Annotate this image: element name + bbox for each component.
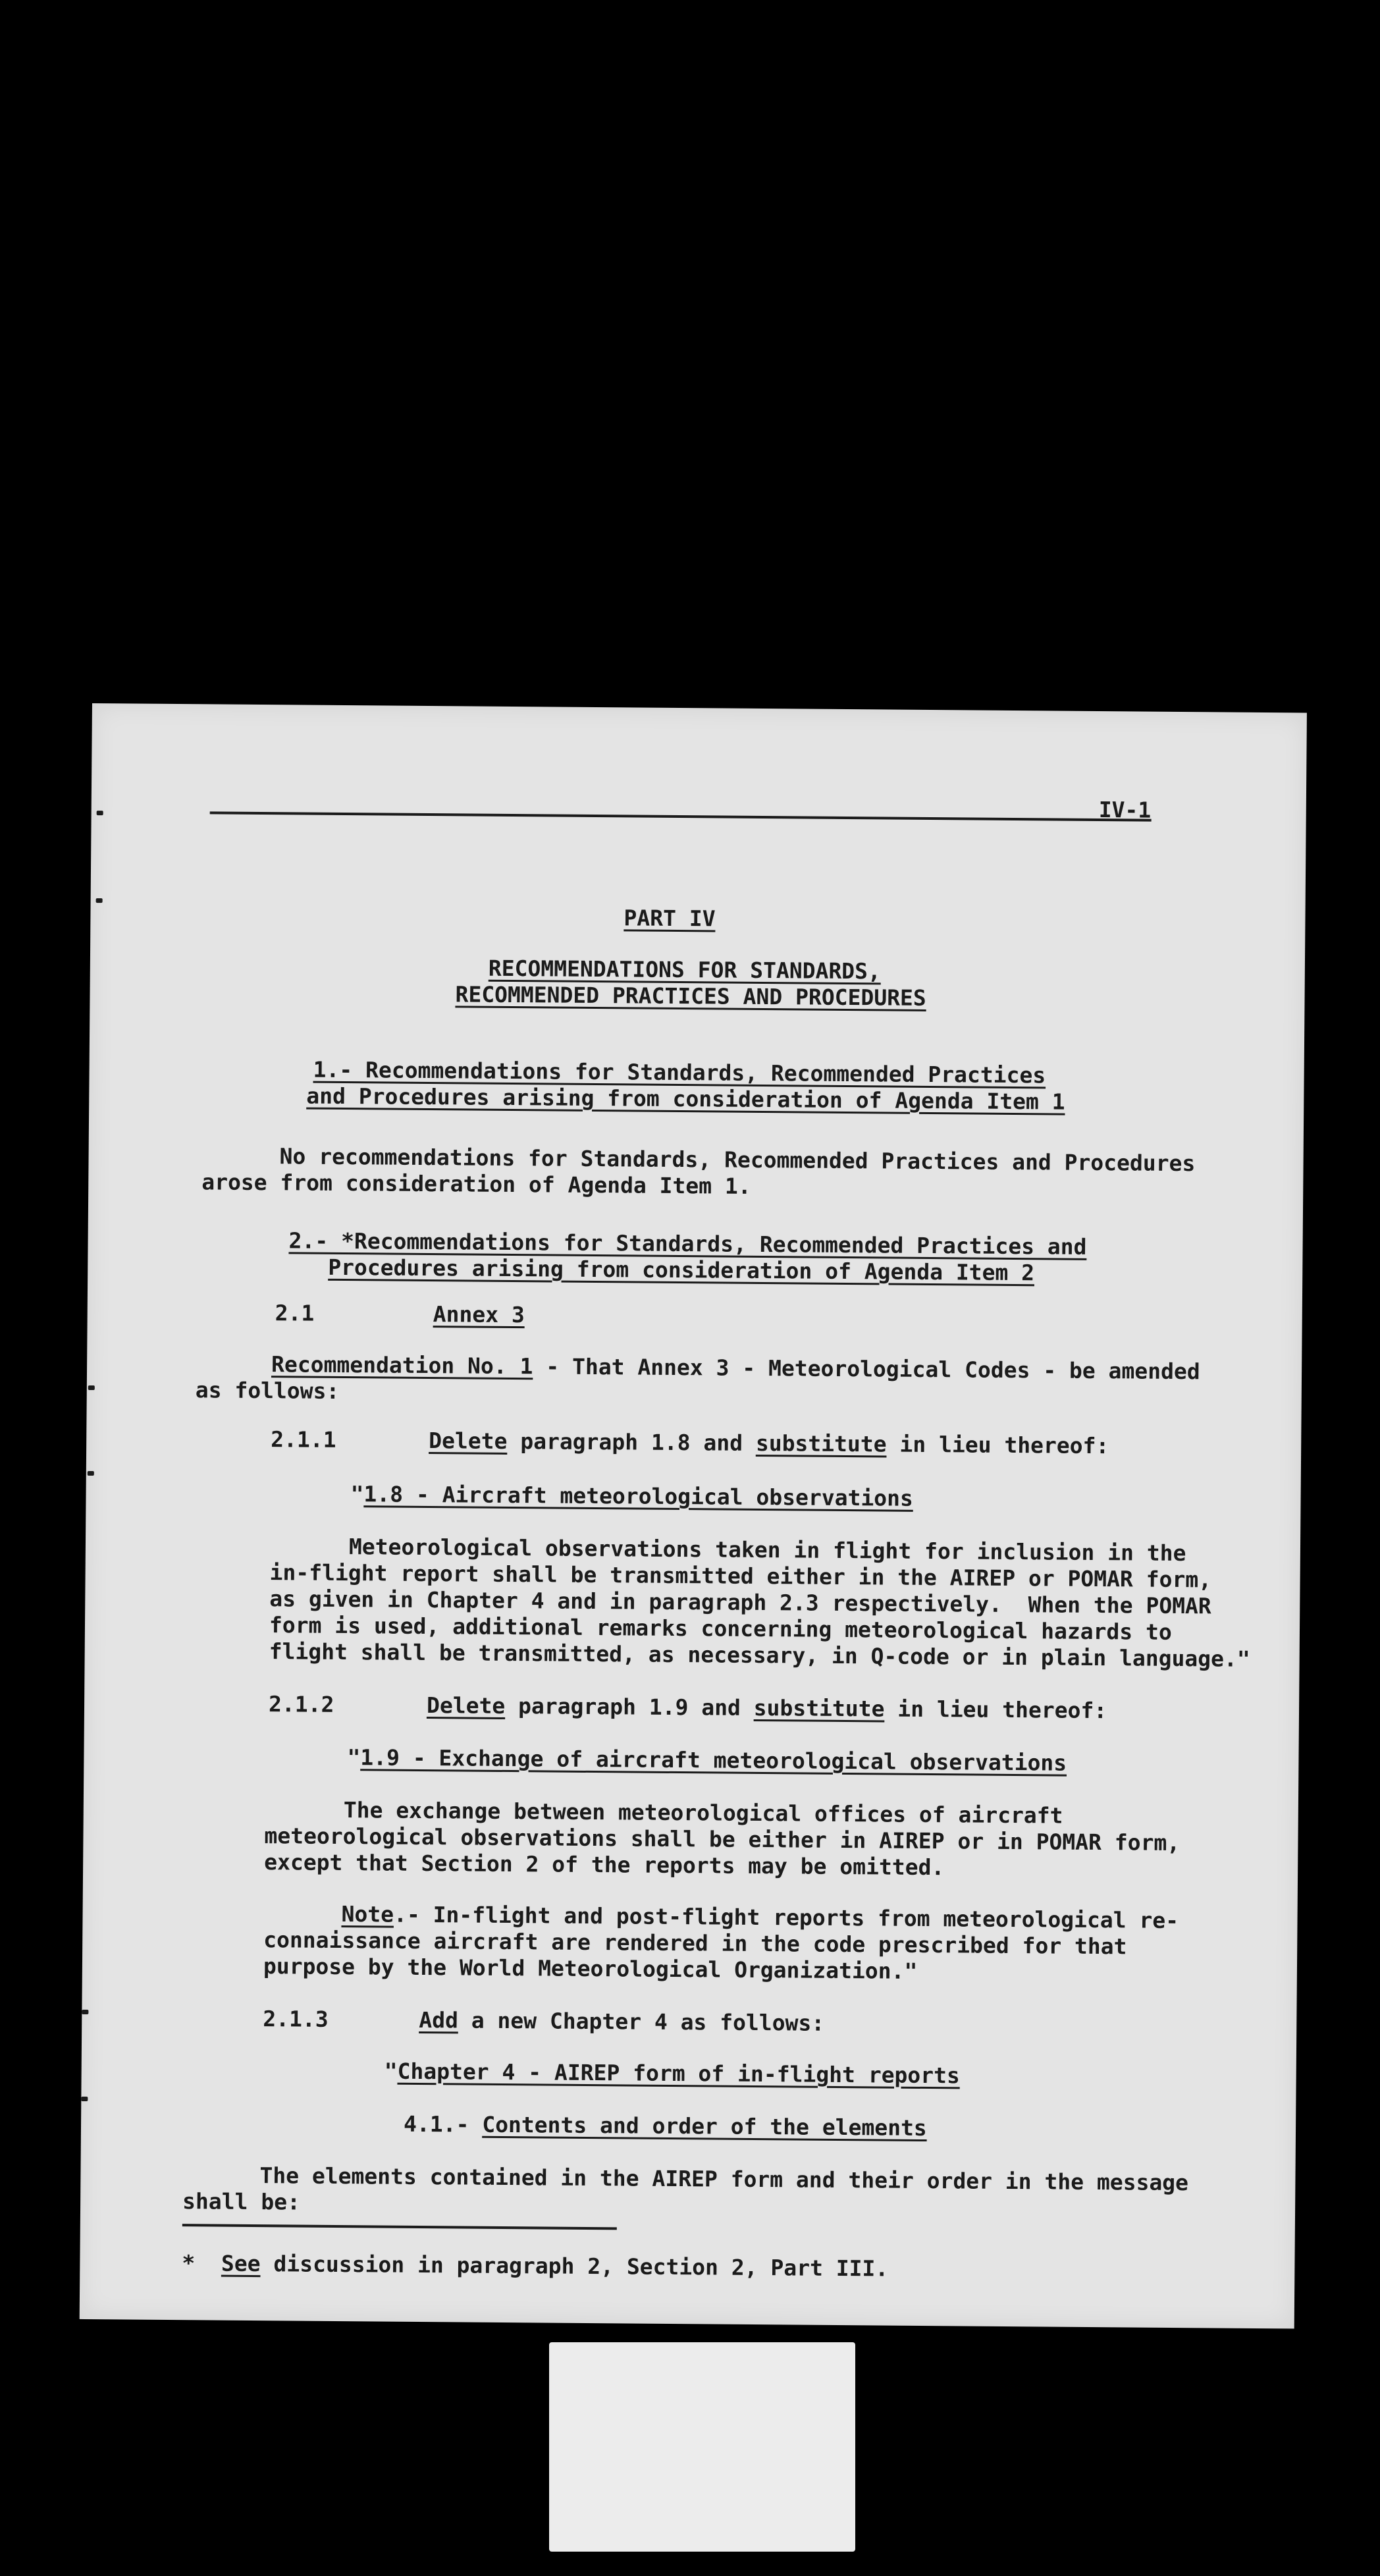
note-text: .- In-flight and post-flight reports from meteorological re-: [393, 1901, 1179, 1934]
page-number: IV-1: [1098, 797, 1152, 823]
item-2-1-1-instruction: [429, 1428, 1109, 1459]
footnote-star: *: [182, 2250, 196, 2276]
annex-number: 2.1: [275, 1300, 315, 1326]
item-2-1-1-para-line1: Meteorological observations taken in flight for inclusion in the: [348, 1534, 1186, 1567]
subsection-title: Contents and order of the elements: [482, 2111, 927, 2141]
main-heading-line1: RECOMMENDATIONS FOR STANDARDS,: [488, 955, 882, 984]
item-2-1-1-para-line3: as given in Chapter 4 and in paragraph 2.3 respectively. When the POMAR: [269, 1586, 1211, 1619]
chapter-title-text: Chapter 4 - AIREP form of in-flight reports: [397, 2058, 961, 2089]
open-quote: ": [350, 1481, 364, 1507]
open-quote: ": [384, 2058, 398, 2084]
section1-para-line2: arose from consideration of Agenda Item 1.: [201, 1169, 751, 1199]
document-page: [80, 703, 1307, 2328]
add-word: Add: [419, 2006, 459, 2033]
instruction-end: in lieu thereof:: [884, 1696, 1107, 1724]
footnote-see: See: [221, 2250, 261, 2277]
substitute-word: substitute: [755, 1430, 887, 1457]
blank-label-card: [549, 2342, 855, 2552]
item-2-1-1-title: [350, 1481, 913, 1512]
item-2-1-1-number: 2.1.1: [271, 1426, 336, 1453]
annex-title: Annex 3: [433, 1301, 525, 1328]
instruction-end: in lieu thereof:: [886, 1431, 1109, 1459]
item-2-1-3-para-line1: The elements contained in the AIREP form and their order in the message: [259, 2162, 1189, 2196]
recommendation-line2: as follows:: [195, 1377, 340, 1404]
item-2-1-2-title: [347, 1744, 1067, 1777]
part-title: PART IV: [624, 905, 716, 932]
subsection-number: 4.1.-: [403, 2110, 483, 2137]
recommendation-label: Recommendation No. 1: [271, 1351, 533, 1380]
note-label: Note: [341, 1901, 394, 1927]
subsection-heading: [404, 2111, 927, 2141]
chapter-title: [385, 2058, 960, 2089]
margin-mark: [88, 1385, 95, 1390]
instruction-mid: paragraph 1.8 and: [507, 1428, 756, 1456]
section1-heading-line1: 1.- Recommendations for Standards, Recommended Practices: [313, 1056, 1046, 1088]
margin-mark: [88, 1471, 94, 1476]
item-2-1-1-para-line5: flight shall be transmitted, as necessary, in Q-code or in plain language.": [269, 1638, 1250, 1672]
item-2-1-3-para-line2: shall be:: [182, 2188, 301, 2215]
title-text: 1.9 - Exchange of aircraft meteorological observations: [360, 1744, 1067, 1776]
item-2-1-3-instruction: [419, 2007, 824, 2037]
item-2-1-2-number: 2.1.2: [268, 1691, 334, 1717]
recommendation-line1: [271, 1351, 1200, 1385]
note-line3: purpose by the World Meteorological Organization.": [263, 1953, 918, 1984]
open-quote: ": [347, 1744, 361, 1771]
footnote-rule: [182, 2224, 617, 2230]
section2-heading-line2: Procedures arising from consideration of Agenda Item 2: [328, 1254, 1035, 1286]
item-2-1-2-para-line3: except that Section 2 of the reports may be omitted.: [264, 1849, 945, 1881]
title-text: 1.8 - Aircraft meteorological observations: [363, 1481, 914, 1511]
margin-mark: [82, 2010, 88, 2014]
substitute-word: substitute: [753, 1694, 885, 1722]
item-2-1-1-para-line2: in-flight report shall be transmitted either in the AIREP or POMAR form,: [269, 1559, 1212, 1593]
margin-mark: [96, 898, 103, 903]
instruction-mid: paragraph 1.9 and: [505, 1692, 754, 1721]
main-heading-line2: RECOMMENDED PRACTICES AND PROCEDURES: [455, 981, 926, 1011]
delete-word: Delete: [429, 1428, 508, 1454]
section2-heading-line1: 2.- *Recommendations for Standards, Recommended Practices and: [288, 1227, 1087, 1260]
item-2-1-2-para-line1: The exchange between meteorological offices of aircraft: [343, 1797, 1063, 1829]
section1-para-line1: No recommendations for Standards, Recommended Practices and Procedures: [279, 1143, 1196, 1177]
item-2-1-1-para-line4: form is used, additional remarks concerning meteorological hazards to: [269, 1612, 1173, 1645]
add-text: a new Chapter 4 as follows:: [458, 2007, 825, 2036]
item-2-1-2-para-line2: meteorological observations shall be either in AIREP or in POMAR form,: [264, 1823, 1181, 1856]
margin-mark: [97, 811, 103, 815]
section1-heading-line2: and Procedures arising from consideration of Agenda Item 1: [306, 1083, 1065, 1115]
delete-word: Delete: [426, 1692, 506, 1719]
recommendation-text: - That Annex 3 - Meteorological Codes - be amended: [533, 1353, 1200, 1385]
footnote-text: discussion in paragraph 2, Section 2, Part III.: [260, 2251, 889, 2282]
item-2-1-2-instruction: [427, 1692, 1107, 1724]
note-line2: connaissance aircraft are rendered in the code prescribed for that: [263, 1927, 1127, 1960]
margin-mark: [81, 2097, 88, 2101]
item-2-1-3-number: 2.1.3: [263, 2006, 329, 2032]
header-rule: [210, 811, 1152, 821]
footnote: [182, 2250, 888, 2282]
